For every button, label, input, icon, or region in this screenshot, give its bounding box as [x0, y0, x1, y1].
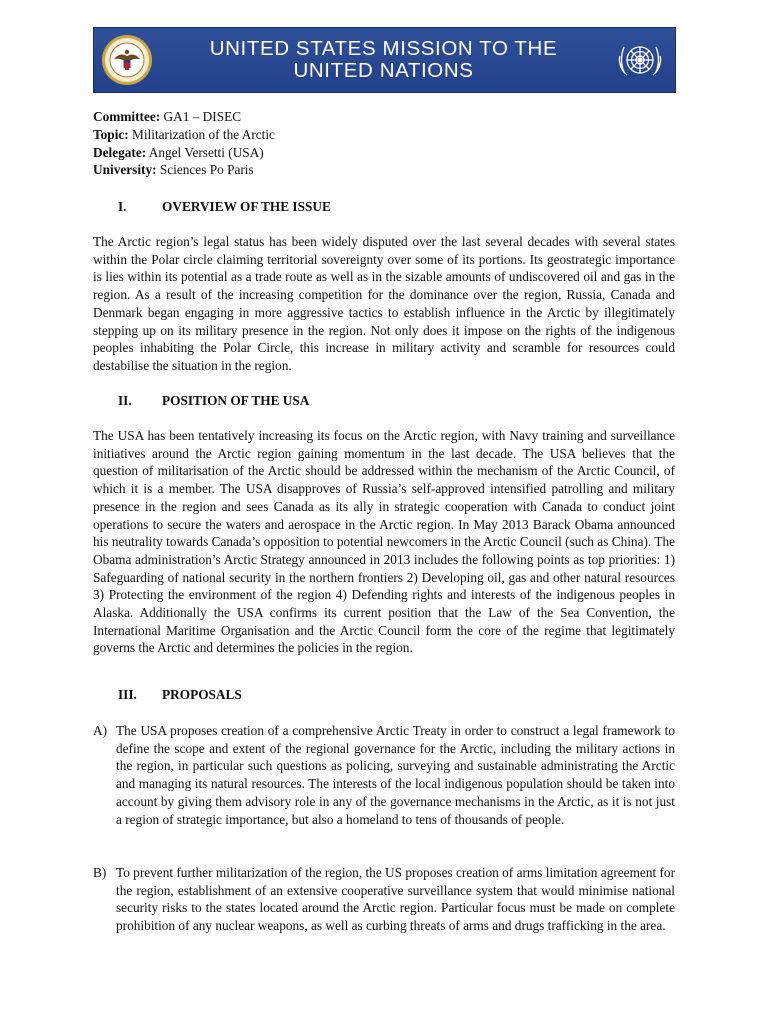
section-heading-proposals [118, 686, 242, 704]
proposal-item-a [93, 722, 675, 828]
section-heading-position [118, 392, 309, 410]
topic-row [93, 126, 683, 144]
banner-title [153, 38, 614, 82]
committee-row [93, 108, 683, 126]
header-banner [93, 27, 676, 93]
section-number: I. [118, 199, 127, 214]
banner-title-line-2: UNITED NATIONS [293, 59, 474, 82]
delegate-label: Delegate: [93, 144, 147, 160]
university-value: Sciences Po Paris [156, 162, 254, 178]
committee-value: GA1 – DISEC [160, 109, 242, 124]
section-number: II. [118, 393, 132, 408]
proposal-label: A) [93, 723, 108, 738]
proposal-text: The USA proposes creation of a comprehensive Arctic Treaty in order to construct a legal framework to define the scope and extent of the regional governance for the Arctic, including the military actions in the region, in particular such questions as policing, surveying and sustainable administrating the Arctic and managing its natural resources. The interests of the local indigenous population should be taken into account by giving them advisory role in any of the governance mechanisms in the Arctic, as it is not just a region of strategic importance, but also a homeland to tens of thousands of people. [116, 723, 675, 827]
overview-paragraph: The Arctic region’s legal status has been widely disputed over the last several decades with several states within the Polar circle claiming territorial sovereignty over some of its portions. Its geostrategic importance is lies within its potential as a trade route as well as in the sizable amounts of undiscovered oil and gas in the region. As a result of the increasing competition for the dominance over the region, Russia, Canada and Denmark began engaging in more aggressive tactics to establish influence in the Arctic by illegitimately stepping up on its military presence in the region. Not only does it impose on the rights of the indigenous peoples inhabiting the Polar Circle, this increase in military activity and scramble for resources could destabilise the situation in the region. [93, 234, 675, 373]
banner-title-line-1: UNITED STATES MISSION TO THE [209, 37, 558, 60]
university-row [93, 161, 683, 179]
section-title: OVERVIEW OF THE ISSUE [162, 199, 331, 214]
state-department-seal-icon [101, 34, 153, 86]
section-heading-overview [118, 198, 331, 216]
committee-label: Committee: [93, 109, 161, 124]
delegate-row [93, 144, 683, 162]
section-title: POSITION OF THE USA [162, 393, 310, 408]
un-emblem-icon [614, 34, 666, 86]
university-label: University: [93, 162, 157, 178]
document-metadata [93, 108, 683, 179]
proposal-item-b [93, 864, 675, 935]
topic-label: Topic: [93, 126, 129, 142]
proposal-text: To prevent further militarization of the region, the US proposes creation of arms limitation agreement for the region, establishment of an extensive cooperative surveillance system that would minimise national security risks to the states located around the Arctic region. Particular focus must be made on complete prohibition of any nuclear weapons, as well as curbing threats of arms and drugs trafficking in the area. [116, 865, 675, 934]
section-title: PROPOSALS [162, 687, 242, 702]
position-paragraph: The USA has been tentatively increasing its focus on the Arctic region, with Navy training and surveillance initiatives around the Arctic region gaining momentum in the last decade. The USA believes that the question of militarisation of the Arctic should be addressed within the mechanism of the Arctic Council, of which it is a member. The USA disapproves of Russia’s self-approved intensified patrolling and military presence in the region and sees Canada as its ally in strategic cooperation with Canada to conduct joint operations to secure the waters and aerospace in the Arctic region. In May 2013 Barack Obama announced his neutrality towards Canada’s opposition to potential newcomers in the Arctic Council (such as China). The Obama administration’s Arctic Strategy announced in 2013 includes the following points as top priorities: 1) Safeguarding of national security in the northern frontiers 2) Developing oil, gas and other natural resources 3) Protecting the environment of the region 4) Defending rights and interests of the indigenous peoples in Alaska. Additionally the USA confirms its current position that the Law of the Sea Convention, the International Maritime Organisation and the Arctic Council form the core of the regime that legitimately governs the Arctic and determines the policies in the region. [93, 428, 675, 656]
proposal-label: B) [93, 865, 107, 880]
section-number: III. [118, 687, 137, 702]
delegate-value: Angel Versetti (USA) [146, 144, 264, 160]
topic-value: Militarization of the Arctic [128, 126, 275, 142]
